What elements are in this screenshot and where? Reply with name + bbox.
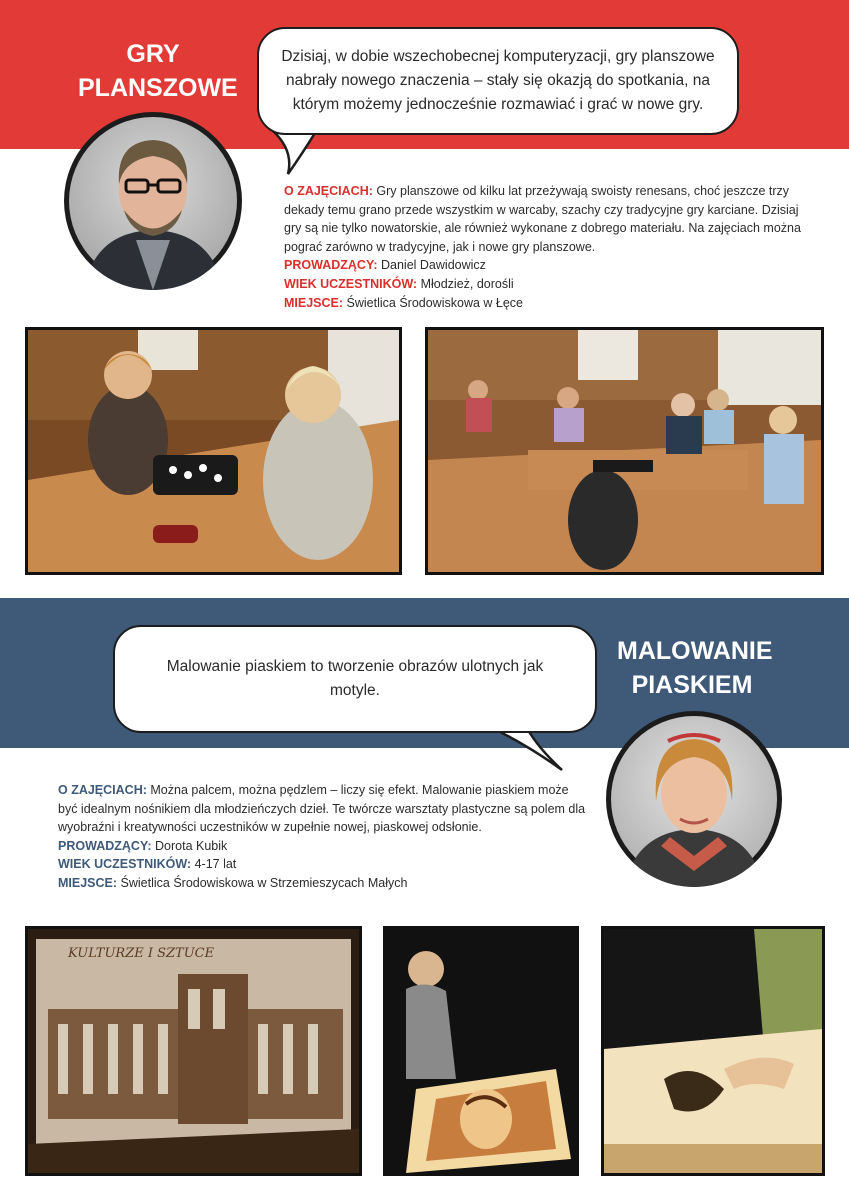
- about-paragraph: [284, 182, 804, 256]
- host-value: Daniel Dawidowicz: [381, 258, 486, 273]
- photo-sand-painting-hands: [601, 926, 825, 1176]
- avatar-instructor-dorota: [606, 711, 782, 887]
- place-label: MIEJSCE:: [58, 875, 118, 890]
- place-label: MIEJSCE:: [284, 295, 344, 310]
- about-text: Gry planszowe od kilku lat przeżywają swoisty renesans, choć jeszcze trzy dekady temu grano przede wszystkim w warcaby, szachy czy tradycyjne gry karciane. Dzisiaj gry są nie tylko nowatorskie, ale również wykonane z dobrego materiału. Na zajęciach można pograć zarówno w tradycyjne, jak i nowe gry planszowe.: [284, 184, 801, 254]
- place-value: Świetlica Środowiskowa w Łęce: [346, 295, 523, 310]
- class-info-sand-painting: [58, 781, 588, 893]
- about-text: Można palcem, można pędzlem – liczy się efekt. Malowanie piaskiem może być idealnym nośnikiem dla młodzieńczych dzieł. Te twórcze warsztaty plastyczne są polem dla wyobraźni i kreatywności uczestników w zupełnie nowej, piaskowej odsłonie.: [58, 783, 586, 835]
- age-label: WIEK UCZESTNIKÓW:: [58, 857, 192, 872]
- host-line: [284, 256, 804, 275]
- age-value: Młodzież, dorośli: [420, 276, 514, 291]
- photo-sand-drawing-building: [25, 926, 362, 1176]
- place-line: [58, 874, 588, 893]
- quote-bubble-board-games: [257, 27, 739, 135]
- quote-text: Malowanie piaskiem to tworzenie obrazów ulotnych jak motyle.: [166, 658, 544, 699]
- about-label: O ZAJĘCIACH:: [58, 783, 147, 797]
- sand-drawing-caption: KULTURZE I SZTUCE: [68, 946, 215, 961]
- section-title-board-games: GRY PLANSZOWE: [78, 40, 238, 102]
- portrait-photo: [64, 112, 242, 290]
- host-value: Dorota Kubik: [155, 838, 228, 853]
- age-value: 4-17 lat: [194, 857, 237, 872]
- about-paragraph: [58, 781, 588, 837]
- speech-bubble-tail: [486, 726, 566, 774]
- photo-board-game-two-women: [25, 327, 402, 575]
- about-label: O ZAJĘCIACH:: [284, 184, 373, 198]
- age-line: [58, 855, 588, 874]
- quote-bubble-sand-painting: [113, 625, 597, 733]
- portrait-photo: [606, 711, 782, 887]
- class-info-board-games: [284, 182, 804, 312]
- quote-text: Dzisiaj, w dobie wszechobecnej komputeryzacji, gry planszowe nabrały nowego znaczenia – stały się okazją do spotkania, na którym możemy jednocześnie rozmawiać i grać w nowe gry.: [281, 48, 715, 113]
- host-label: PROWADZĄCY:: [284, 258, 378, 273]
- photo-board-games-group: [425, 327, 824, 575]
- age-line: [284, 275, 804, 294]
- speech-bubble-tail: [268, 128, 328, 178]
- photo-sand-painting-girl: [383, 926, 579, 1176]
- section-title-sand-painting: MALOWANIE PIASKIEM: [617, 637, 773, 699]
- place-line: [284, 294, 804, 313]
- place-value: Świetlica Środowiskowa w Strzemieszycach Małych: [120, 875, 408, 890]
- host-label: PROWADZĄCY:: [58, 838, 152, 853]
- avatar-instructor-daniel: [64, 112, 242, 290]
- age-label: WIEK UCZESTNIKÓW:: [284, 276, 418, 291]
- host-line: [58, 837, 588, 856]
